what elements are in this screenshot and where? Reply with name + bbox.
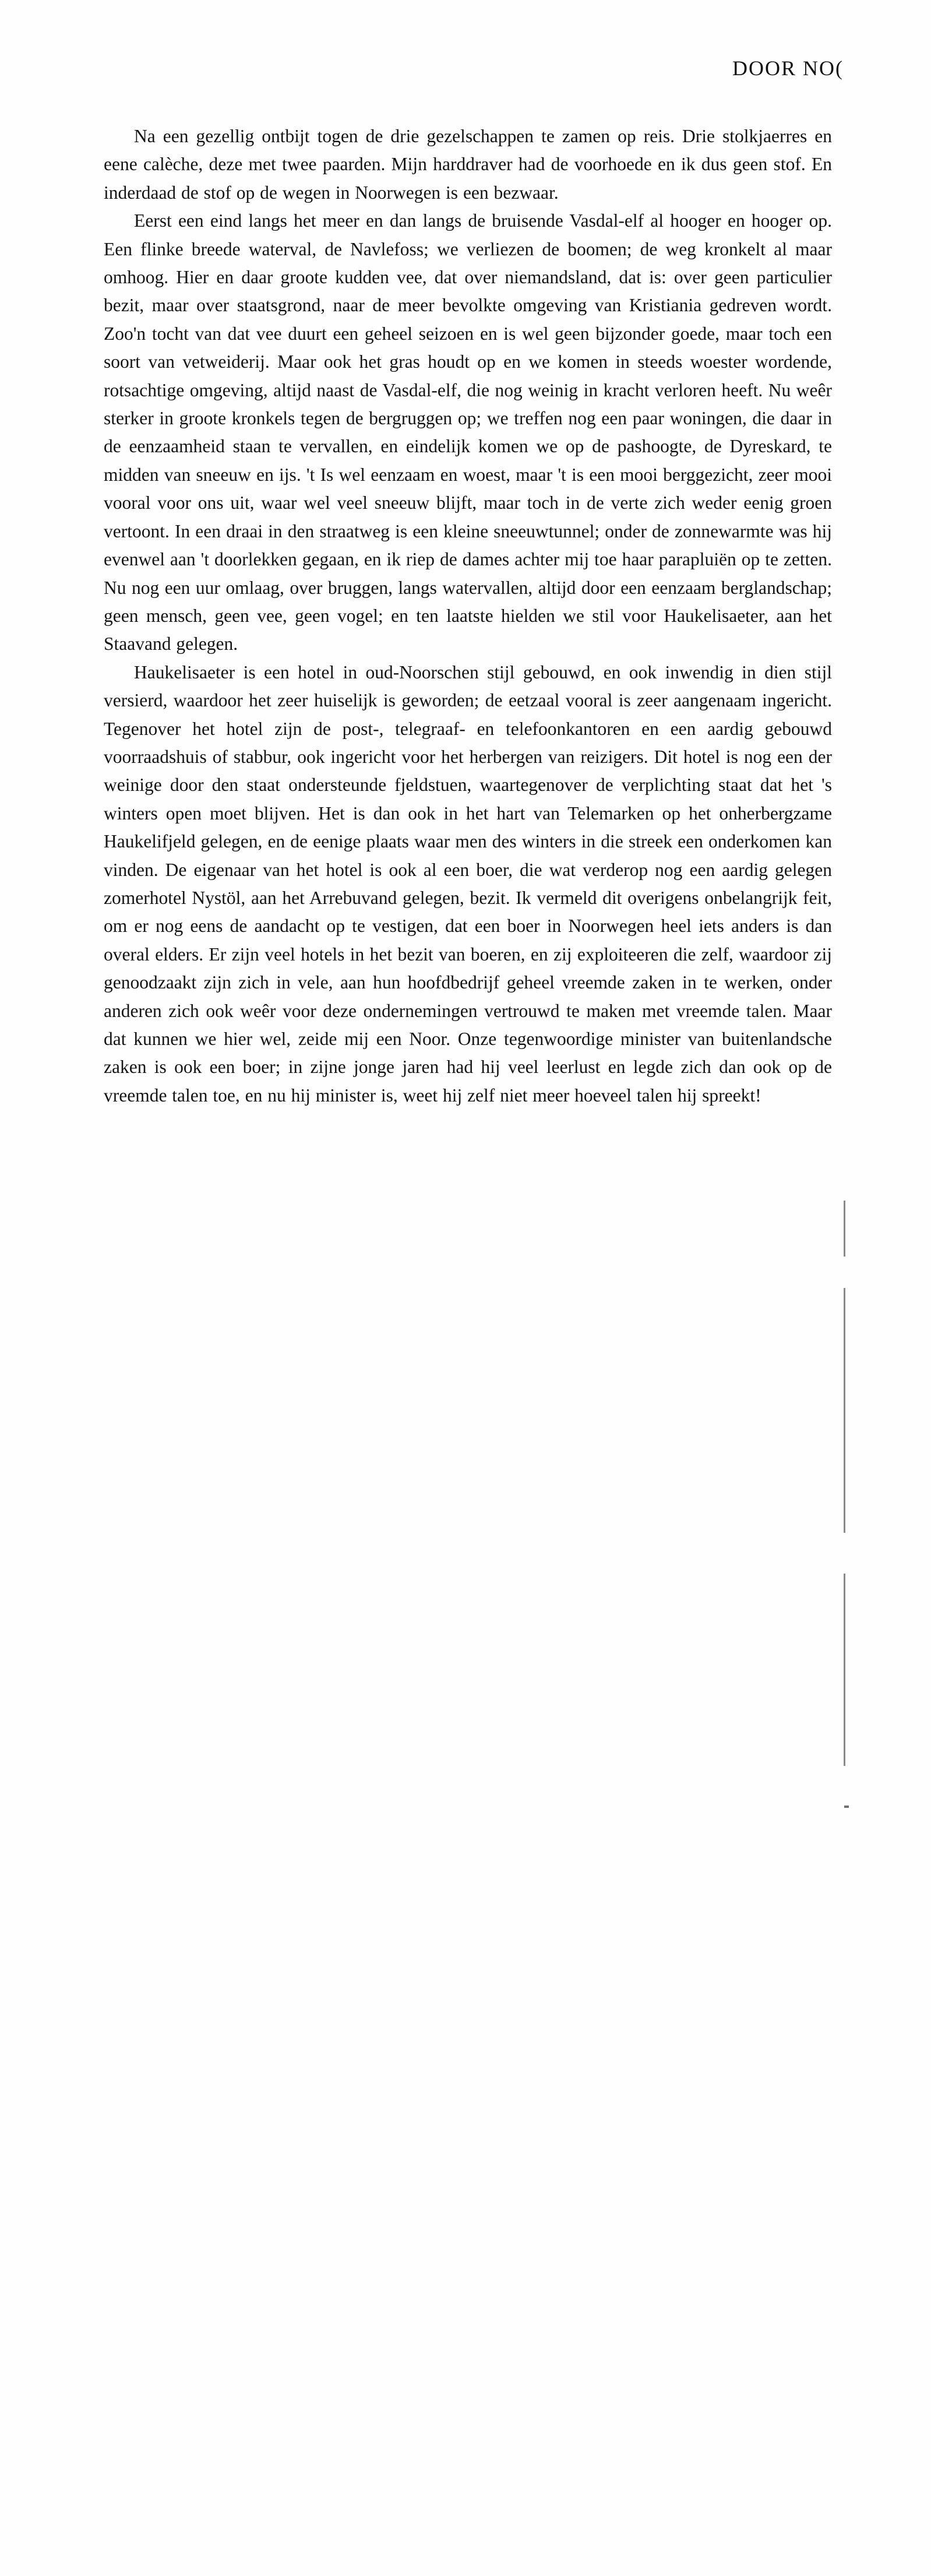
text-column <box>104 122 832 1110</box>
margin-mark <box>844 1574 845 1766</box>
paragraph: Eerst een eind langs het meer en dan langs de bruisende Vasdal-elf al hooger en hooger op. Een flinke breede waterval, de Navlefoss; we verliezen de boomen; de weg kronkelt al maar omhoog. Hier en daar groote kudden vee, dat over niemandsland, dat is: over geen particulier bezit, maar over staatsgrond, naar de meer bevolkte omgeving van Kristiania gedreven wordt. Zoo'n tocht van dat vee duurt een geheel seizoen en is wel geen bijzonder goede, maar toch een soort van vetweiderij. Maar ook het gras houdt op en we komen in steeds woester wordende, rotsachtige omgeving, altijd naast de Vasdal-elf, die nog weinig in kracht verloren heeft. Nu weêr sterker in groote kronkels tegen de bergruggen op; we treffen nog een paar woningen, die daar in de eenzaamheid staan te vervallen, en eindelijk komen we op de pashoogte, de Dyreskard, te midden van sneeuw en ijs. 't Is wel eenzaam en woest, maar 't is een mooi berggezicht, zeer mooi vooral voor ons uit, waar wel veel sneeuw blijft, maar toch in de verte zich weder eenig groen vertoont. In een draai in den straatweg is een kleine sneeuwtunnel; onder de zonnewarmte was hij evenwel aan 't doorlekken gegaan, en ik riep de dames achter mij toe haar parapluiën op te zetten. Nu nog een uur omlaag, over bruggen, langs watervallen, altijd door een eenzaam berglandschap; geen mensch, geen vee, geen vogel; en ten laatste hielden we stil voor Haukelisaeter, aan het Staavand gelegen. <box>104 210 832 654</box>
margin-mark <box>844 1288 845 1533</box>
page-running-head: DOOR NO( <box>732 57 844 80</box>
paragraph: Na een gezellig ontbijt togen de drie gezelschappen te zamen op reis. Drie stolkjaerres en eene calèche, deze met twee paarden. Mijn harddraver had de voorhoede en ik dus geen stof. En inderdaad de stof op de wegen in Noorwegen is een bezwaar. <box>104 126 832 203</box>
margin-mark <box>844 1201 845 1257</box>
margin-tick <box>844 1806 849 1808</box>
paragraph: Haukelisaeter is een hotel in oud-Noorschen stijl gebouwd, en ook inwendig in dien stijl versierd, waardoor het zeer huiselijk is geworden; de eetzaal vooral is zeer aangenaam ingericht. Tegenover het hotel zijn de post-, telegraaf- en telefoonkantoren en een aardig gebouwd voorraadshuis of stabbur, ook ingericht voor het herbergen van reizigers. Dit hotel is nog een der weinige door den staat ondersteunde fjeldstuen, waartegenover de verplichting staat dat het 's winters open moet blijven. Het is dan ook in het hart van Telemarken op het onherbergzame Haukelifjeld gelegen, en de eenige plaats waar men des winters in die streek een onderkomen kan vinden. De eigenaar van het hotel is ook al een boer, die wat verderop nog een aardig gelegen zomerhotel Nystöl, aan het Arrebuvand gelegen, bezit. Ik vermeld dit overigens onbelangrijk feit, om er nog eens de aandacht op te vestigen, dat een boer in Noorwegen heel iets anders is dan overal elders. Er zijn veel hotels in het bezit van boeren, en zij exploiteeren die zelf, waardoor zij genoodzaakt zijn zich in vele, aan hun hoofdbedrijf geheel vreemde zaken in te werken, onder anderen zich ook weêr voor deze ondernemingen vertrouwd te maken met vreemde talen. Maar dat kunnen we hier wel, zeide mij een Noor. Onze tegenwoordige minister van buitenlandsche zaken is ook een boer; in zijne jonge jaren had hij veel leerlust en legde zich dan ook op de vreemde talen toe, en nu hij minister is, weet hij zelf niet meer hoeveel talen hij spreekt! <box>104 661 832 1106</box>
